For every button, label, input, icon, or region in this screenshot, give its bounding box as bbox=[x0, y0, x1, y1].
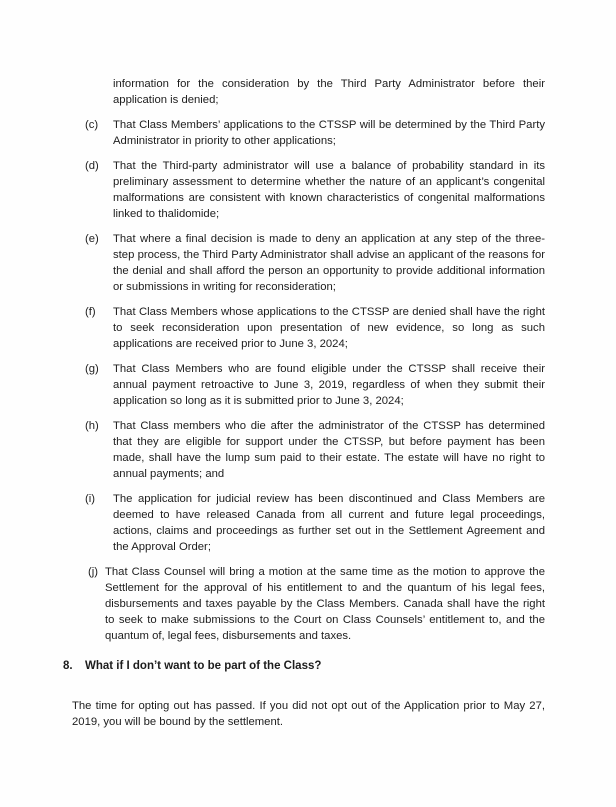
item-label: (j) bbox=[88, 566, 99, 578]
closing-paragraph: The time for opting out has passed. If you did not opt out of the Application prior to May 27, 2019, you will be bound by the settlement. bbox=[72, 700, 545, 728]
list-item-e bbox=[85, 231, 545, 295]
list-item-c bbox=[85, 117, 545, 149]
item-label: (i) bbox=[85, 493, 96, 505]
continuation-paragraph: information for the consideration by the Third Party Administrator before their application is denied; bbox=[113, 78, 545, 106]
item-text: That Class Members who are found eligible under the CTSSP shall receive their annual payment retroactive to June 3, 2019, regardless of when they submit their application so long as it is submitted prior to June 3, 2024; bbox=[113, 363, 545, 407]
item-label: (f) bbox=[85, 306, 96, 318]
item-text: That Class Counsel will bring a motion at the same time as the motion to approve the Settlement for the approval of his entitlement to and the quantum of his legal fees, disbursements and taxes payable by the Class Members. Canada shall have the right to seek to make submissions to the Court on Class Counsels’ entitlement to, and the quantum of, legal fees, disbursements and taxes. bbox=[105, 566, 545, 642]
list-item-g bbox=[85, 361, 545, 409]
item-label: (g) bbox=[85, 363, 99, 375]
heading-number: 8. bbox=[63, 660, 73, 672]
item-text: That Class Members whose applications to the CTSSP are denied shall have the right to seek reconsideration upon presentation of new evidence, so long as such applications are received prior to June 3, 2024; bbox=[113, 306, 545, 350]
item-label: (h) bbox=[85, 420, 99, 432]
item-text: That where a final decision is made to deny an application at any step of the three-step process, the Third Party Administrator shall advise an applicant of the reasons for the denial and shall afford the person an opportunity to provide additional information or submissions in writing for reconsideration; bbox=[113, 233, 545, 293]
list-item-d bbox=[85, 158, 545, 222]
list-item-i bbox=[85, 491, 545, 555]
item-label: (e) bbox=[85, 233, 99, 245]
heading-text: What if I don’t want to be part of the Class? bbox=[85, 660, 322, 672]
item-label: (d) bbox=[85, 160, 99, 172]
item-text: That the Third-party administrator will use a balance of probability standard in its preliminary assessment to determine whether the nature of an applicant’s congenital malformations are consistent with known characteristics of congenital malformations linked to thalidomide; bbox=[113, 160, 545, 220]
item-label: (c) bbox=[85, 119, 99, 131]
section-heading bbox=[63, 658, 545, 674]
list-item-f bbox=[85, 304, 545, 352]
list-item-h bbox=[85, 418, 545, 482]
item-text: That Class members who die after the administrator of the CTSSP has determined that they are eligible for support under the CTSSP, but before payment has been made, shall have the lump sum paid to their estate. The estate will have no right to annual payments; and bbox=[113, 420, 545, 480]
item-text: That Class Members’ applications to the CTSSP will be determined by the Third Party Administrator in priority to other applications; bbox=[113, 119, 545, 147]
item-text: The application for judicial review has been discontinued and Class Members are deemed to have released Canada from all current and future legal proceedings, actions, claims and proceedings as further set out in the Settlement Agreement and the Approval Order; bbox=[113, 493, 545, 553]
list-item-j bbox=[88, 564, 545, 644]
